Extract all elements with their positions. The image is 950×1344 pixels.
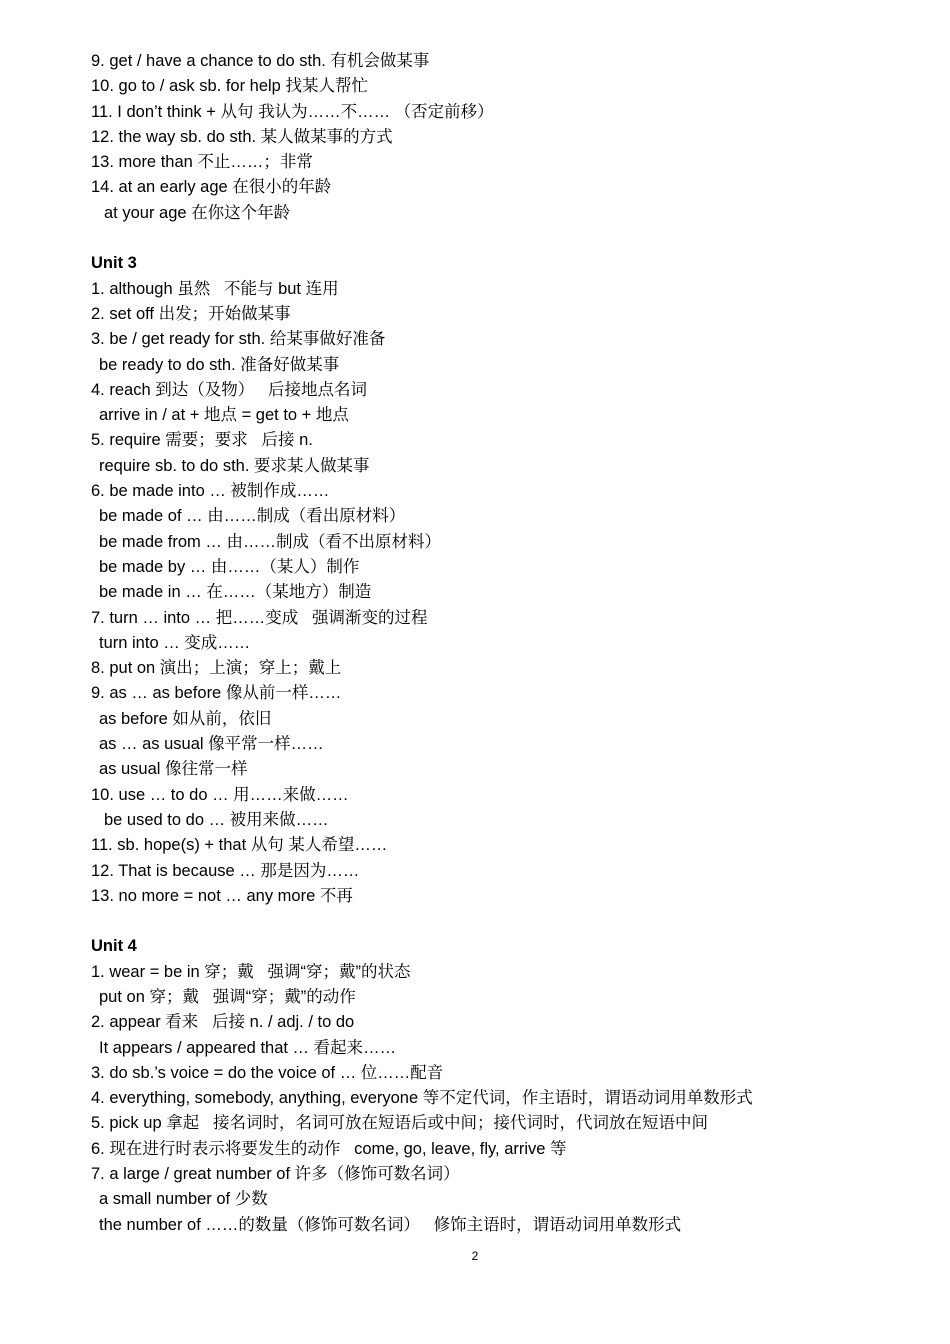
text-line: be used to do … 被用来做…… [104, 810, 329, 829]
text-line: 14. at an early age 在很小的年龄 [91, 178, 332, 197]
text-line: be ready to do sth. 准备好做某事 [99, 355, 340, 374]
text-line: 9. as … as before 像从前一样…… [91, 684, 342, 703]
text-line: 4. everything, somebody, anything, everyone 等不定代词，作主语时，谓语动词用单数形式 [91, 1089, 753, 1108]
text-line: be made in … 在……（某地方）制造 [99, 583, 372, 602]
text-line: 6. be made into … 被制作成…… [91, 482, 330, 501]
text-line: the number of ……的数量（修饰可数名词） 修饰主语时，谓语动词用单数形式 [99, 1215, 682, 1234]
text-line: 11. I don’t think + 从句 我认为……不…… （否定前移） [91, 102, 494, 121]
text-line: turn into … 变成…… [99, 633, 251, 652]
text-line: 12. the way sb. do sth. 某人做某事的方式 [91, 127, 393, 146]
text-line: 13. more than 不止……；非常 [91, 153, 313, 172]
text-line: 7. turn … into … 把……变成 强调渐变的过程 [91, 608, 428, 627]
text-line: 2. set off 出发；开始做某事 [91, 304, 291, 323]
blank-line [91, 226, 871, 251]
text-line: as before 如从前，依旧 [99, 709, 272, 728]
text-line: 5. require 需要；要求 后接 n. [91, 431, 313, 450]
text-line: be made of … 由……制成（看出原材料） [99, 507, 406, 526]
text-line: It appears / appeared that … 看起来…… [99, 1038, 397, 1057]
section-heading: Unit 4 [91, 937, 137, 956]
text-line: require sb. to do sth. 要求某人做某事 [99, 456, 370, 475]
text-line: put on 穿；戴 强调“穿；戴”的动作 [99, 987, 356, 1006]
text-line: be made by … 由……（某人）制作 [99, 557, 360, 576]
text-line: as … as usual 像平常一样…… [99, 735, 324, 754]
text-line: at your age 在你这个年龄 [104, 203, 291, 222]
text-line: be made from … 由……制成（看不出原材料） [99, 532, 441, 551]
page-number: 2 [471, 1249, 479, 1263]
text-line: 3. be / get ready for sth. 给某事做好准备 [91, 330, 386, 349]
text-line: 9. get / have a chance to do sth. 有机会做某事 [91, 52, 430, 70]
text-line: 4. reach 到达（及物） 后接地点名词 [91, 380, 367, 399]
text-line: arrive in / at + 地点 = get to + 地点 [99, 406, 349, 425]
text-line: 10. use … to do … 用……来做…… [91, 785, 349, 804]
text-line: 13. no more = not … any more 不再 [91, 886, 353, 905]
blank-line [91, 909, 871, 934]
text-line: 5. pick up 拿起 接名词时，名词可放在短语后或中间；接代词时，代词放在短语中间 [91, 1114, 708, 1133]
text-line: a small number of 少数 [99, 1190, 268, 1209]
text-line: 10. go to / ask sb. for help 找某人帮忙 [91, 77, 368, 96]
text-line: 6. 现在进行时表示将要发生的动作 come, go, leave, fly, arrive 等 [91, 1139, 567, 1158]
text-line: 3. do sb.’s voice = do the voice of … 位……配音 [91, 1063, 444, 1082]
text-line: as usual 像往常一样 [99, 760, 248, 779]
page-content [91, 49, 871, 1238]
text-line: 1. wear = be in 穿；戴 强调“穿；戴”的状态 [91, 962, 411, 981]
text-line: 12. That is because … 那是因为…… [91, 861, 360, 880]
section-heading: Unit 3 [91, 254, 137, 273]
text-line: 1. although 虽然 不能与 but 连用 [91, 279, 339, 298]
text-line: 11. sb. hope(s) + that 从句 某人希望…… [91, 836, 388, 855]
text-line: 7. a large / great number of 许多（修饰可数名词） [91, 1165, 460, 1184]
text-line: 2. appear 看来 后接 n. / adj. / to do [91, 1013, 355, 1032]
text-line: 8. put on 演出；上演；穿上；戴上 [91, 659, 342, 678]
